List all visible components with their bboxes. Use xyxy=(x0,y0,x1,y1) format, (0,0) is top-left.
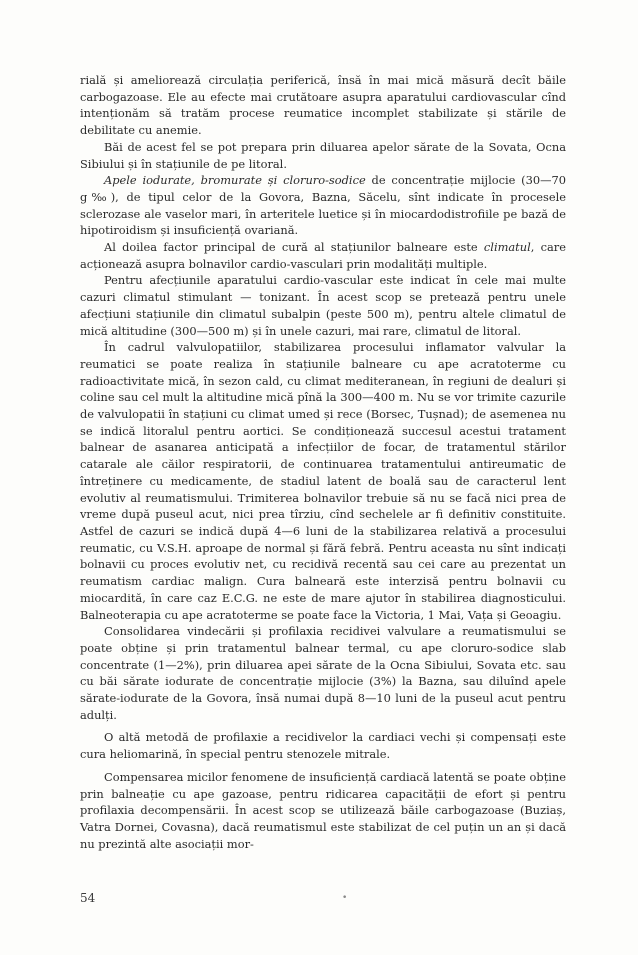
text-run: rială și ameliorează circulația periferică, însă în mai mică măsură decît băile carbogazoase. Ele au efecte mai crutătoare asupra aparatului cardiovascular cînd intenționăm să tratăm procese reumatice incomplet stabilizate și stările de debilitate cu anemie. xyxy=(80,73,566,138)
paragraph-p7 xyxy=(80,623,566,723)
text-run: Băi de acest fel se pot prepara prin diluarea apelor sărate de la Sovata, Ocna Sibiului și în stațiunile de pe litoral. xyxy=(80,139,566,171)
italic-run: climatul xyxy=(483,240,531,255)
paragraph-p4 xyxy=(80,239,566,272)
text-run: de concentrație mijlocie (30—70 g‰), de tipul celor de la Govora, Bazna, Săcelu, sînt indicate în procesele sclerozase ale vaselor mari, în arteritele luetice și în miocardodistrofiile pe bază de hipotiroidism și insuficiență ovariană. xyxy=(80,173,566,238)
text-run: În cadrul valvulopatiilor, stabilizarea procesului inflamator valvular la reumatici se poate realiza în stațiunile balneare cu ape acratoterme cu radioactivitate mică, în sezon cald, cu climat mediteranean, în regiuni de dealuri și coline sau cel mult la altitudine mică pînă la 300—400 m. Nu se vor trimite cazurile de valvulopatii în stațiuni cu climat umed și rece (Borsec, Tușnad); de asemenea nu se indică litoralul pentru aortici. Se condiționează succesul acestui tratament balnear de asanarea anticipată a infecțiilor de focar, de tratamentul stărilor catarale ale căilor respiratorii, de continuarea tratamentului antireumatic de întreținere cu medicamente, de stadiul latent de boală sau de caracterul lent evolutiv al reumatismului. Trimiterea bolnavilor trebuie să nu se facă nici prea de vreme după puseul acut, nici prea tîrziu, cînd sechelele ar fi definitiv constituite. Astfel de cazuri se indică după 4—6 luni de la stabilizarea relativă a procesului reumatic, cu V.S.H. aproape de normal și fără febră. Pentru aceasta nu sînt indicați bolnavii cu proces evolutiv net, cu recidivă recentă sau cei care au prezentat un reumatism cardiac malign. Cura balneară este interzisă pentru bolnavii cu miocardită, în care caz E.C.G. ne este de mare ajutor în stabilirea diagnosticului. Balneoterapia cu ape acratoterme se poate face la Victoria, 1 Mai, Vața și Geoagiu. xyxy=(80,340,566,622)
text-run: O altă metodă de profilaxie a recidivelor la cardiaci vechi și compensați este cura heliomarină, în special pentru stenozele mitrale. xyxy=(80,730,566,762)
page-number: 54 xyxy=(80,891,96,905)
paragraph-p6 xyxy=(80,339,566,623)
body-text xyxy=(80,72,566,852)
paragraph-p1 xyxy=(80,72,566,139)
paragraph-p9 xyxy=(80,769,566,853)
text-run: , care acționează asupra bolnavilor cardio-vasculari prin modalități multiple. xyxy=(80,240,566,271)
text-run: Al doilea factor principal de cură al stațiunilor balneare este xyxy=(104,240,484,255)
text-run: Pentru afecțiunile aparatului cardio-vascular este indicat în cele mai multe cazuri climatul stimulant — tonizant. În acest scop se pretează pentru unele afecțiuni stațiunile din climatul subalpin (peste 500 m), pentru altele climatul de mică altitudine (300—500 m) și în unele cazuri, mai rare, climatul de litoral. xyxy=(80,273,566,338)
text-run: Consolidarea vindecării și profilaxia recidivei valvulare a reumatismului se poate obține și prin tratamentul balnear termal, cu ape cloruro-sodice slab concentrate (1—2%), prin diluarea apei sărate de la Ocna Sibiului, Sovata etc. sau cu băi sărate iodurate de concentrație mijlocie (3%) la Bazna, sau diluînd apele sărate-iodurate de la Govora, însă numai după 8—10 luni de la puseul acut pentru adulți. xyxy=(80,624,566,722)
italic-run: Apele iodurate, bromurate și cloruro-sodice xyxy=(104,173,366,188)
stray-mark: • xyxy=(342,893,348,903)
paragraph-p8 xyxy=(80,729,566,762)
text-run: Compensarea micilor fenomene de insuficiență cardiacă latentă se poate obține prin balneație cu ape gazoase, pentru ridicarea capacității de efort și pentru profilaxia decompensării. În acest scop se utilizează băile carbogazoase (Buziaș, Vatra Dornei, Covasna), dacă reumatismul este stabilizat de cel puțin un an și dacă nu prezintă alte asociații mor- xyxy=(80,769,566,851)
paragraph-p2 xyxy=(80,139,566,172)
paragraph-p5 xyxy=(80,272,566,339)
paragraph-p3 xyxy=(80,172,566,239)
